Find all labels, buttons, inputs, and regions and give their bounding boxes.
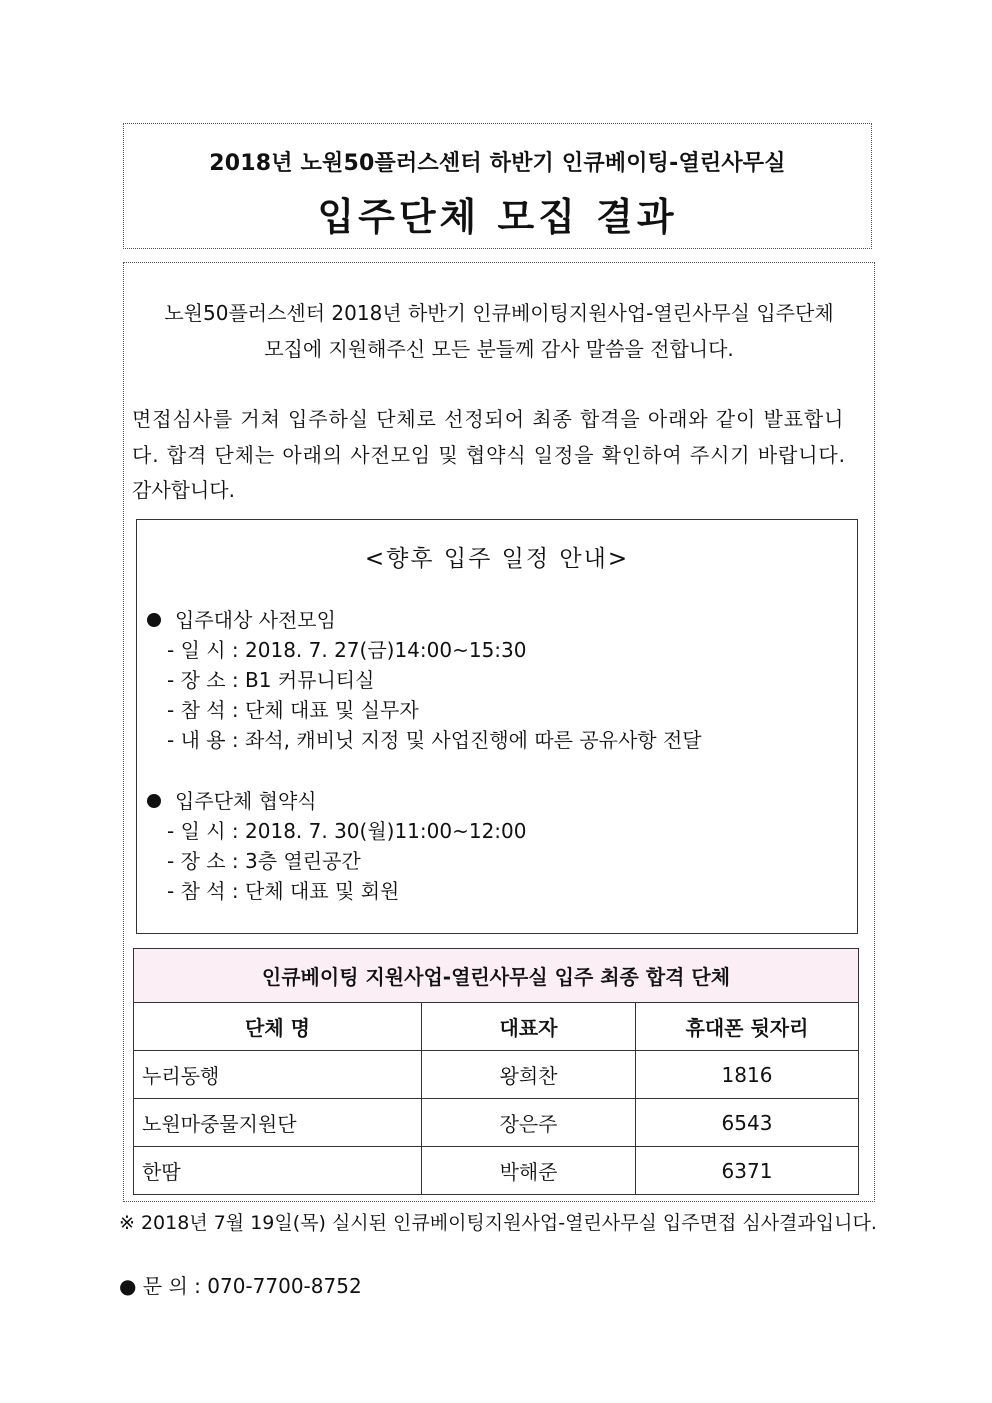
title-box	[123, 123, 872, 249]
announcement-line-1: 면접심사를 거쳐 입주하실 단체로 선정되어 최종 합격을 아래와 같이 발표합니	[132, 407, 845, 431]
table-row	[134, 1099, 859, 1147]
column-header-rep: 대표자	[422, 1003, 636, 1051]
column-header-org: 단체 명	[134, 1003, 422, 1051]
representative-cell: 박해준	[422, 1147, 636, 1195]
schedule-section-heading: 입주대상 사전모임	[147, 604, 336, 633]
org-name-cell: 한땀	[134, 1147, 422, 1195]
org-name-cell: 누리동행	[134, 1051, 422, 1099]
schedule-section-heading: 입주단체 협약식	[147, 785, 317, 814]
table-row	[134, 1147, 859, 1195]
phone-cell: 6543	[636, 1099, 859, 1147]
result-table	[133, 948, 859, 1195]
bullet-icon	[147, 613, 161, 627]
schedule-title: <향후 입주 일정 안내>	[364, 546, 630, 572]
schedule-item: - 장 소 : 3층 열린공간	[167, 849, 361, 873]
phone-cell: 1816	[636, 1051, 859, 1099]
contact-info: ● 문 의 : 070-7700-8752	[119, 1274, 362, 1298]
representative-cell: 왕희찬	[422, 1051, 636, 1099]
intro-line-2: 모집에 지원해주신 모든 분들께 감사 말씀을 전합니다.	[264, 337, 734, 361]
table-row	[134, 1051, 859, 1099]
schedule-box	[136, 519, 858, 934]
phone-cell: 6371	[636, 1147, 859, 1195]
schedule-item: - 장 소 : B1 커뮤니티실	[167, 668, 375, 692]
column-header-phone: 휴대폰 뒷자리	[636, 1003, 859, 1051]
footnote: ※ 2018년 7월 19일(목) 실시된 인큐베이팅지원사업-열린사무실 입주면접 심사결과입니다.	[119, 1212, 877, 1234]
schedule-item: - 일 시 : 2018. 7. 30(월)11:00~12:00	[167, 819, 527, 843]
announcement-line-3: 감사합니다.	[132, 478, 235, 502]
table-caption-row	[134, 949, 859, 1003]
bullet-icon	[147, 794, 161, 808]
schedule-item: - 참 석 : 단체 대표 및 회원	[167, 879, 400, 903]
intro-line-1: 노원50플러스센터 2018년 하반기 인큐베이팅지원사업-열린사무실 입주단체	[164, 301, 834, 325]
schedule-item: - 참 석 : 단체 대표 및 실무자	[167, 698, 419, 722]
representative-cell: 장은주	[422, 1099, 636, 1147]
document-title: 입주단체 모집 결과	[317, 195, 678, 239]
document-subtitle: 2018년 노원50플러스센터 하반기 인큐베이팅-열린사무실	[209, 151, 786, 176]
announcement-line-2: 다. 합격 단체는 아래의 사전모임 및 협약식 일정을 확인하여 주시기 바랍니다.	[132, 443, 846, 467]
schedule-item: - 일 시 : 2018. 7. 27(금)14:00~15:30	[167, 638, 527, 662]
table-caption: 인큐베이팅 지원사업-열린사무실 입주 최종 합격 단체	[134, 949, 859, 1003]
org-name-cell: 노원마중물지원단	[134, 1099, 422, 1147]
schedule-item: - 내 용 : 좌석, 캐비닛 지정 및 사업진행에 따른 공유사항 전달	[167, 728, 702, 752]
table-header-row	[134, 1003, 859, 1051]
